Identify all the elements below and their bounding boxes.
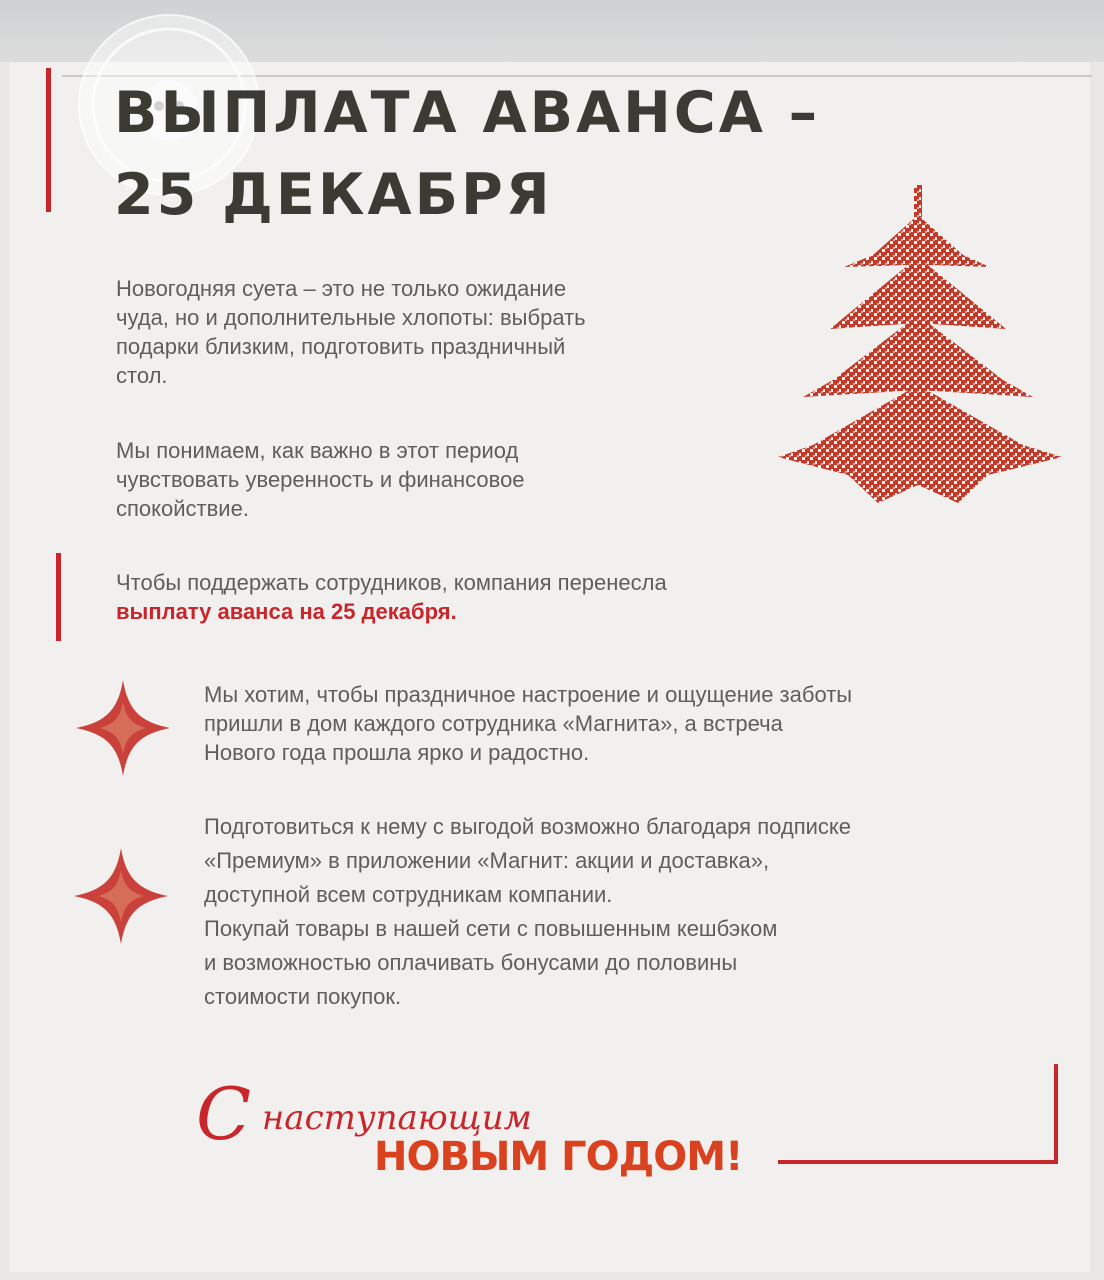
greeting-corner-bar: [1054, 1064, 1058, 1164]
intro-paragraph-1: [116, 274, 586, 390]
title-line-1: ВЫПЛАТА АВАНСА –: [114, 80, 821, 146]
announcement-text: [116, 568, 667, 626]
premium-line-6: стоимости покупок.: [204, 984, 402, 1009]
premium-line-5: и возможностью оплачивать бонусами до половины: [204, 950, 738, 975]
greeting-script-word: наступающим: [261, 1098, 532, 1138]
premium-line-1: Подготовиться к нему с выгодой возможно благодаря подписке: [204, 814, 852, 839]
greeting-script-capital: С: [196, 1072, 252, 1156]
intro-p1-line-2: чуда, но и дополнительные хлопоты: выбрать: [116, 305, 586, 330]
intro-p2-line-2: чувствовать уверенность и финансовое: [116, 467, 525, 492]
intro-p1-line-3: подарки близким, подготовить праздничный: [116, 334, 566, 359]
announcement-line-1: Чтобы поддержать сотрудников, компания перенесла: [116, 570, 667, 595]
wish-paragraph: [204, 680, 852, 767]
page-title: [114, 72, 820, 236]
wish-line-3: Нового года прошла ярко и радостно.: [204, 740, 590, 765]
intro-p1-line-1: Новогодняя суета – это не только ожидание: [116, 276, 567, 301]
intro-p2-line-3: спокойствие.: [116, 496, 249, 521]
greeting-bold: НОВЫМ ГОДОМ!: [374, 1134, 743, 1180]
christmas-tree-icon: [778, 185, 1068, 505]
intro-p2-line-1: Мы понимаем, как важно в этот период: [116, 438, 519, 463]
title-accent-bar: [46, 68, 51, 212]
four-point-star-icon: [76, 680, 170, 776]
wish-line-2: пришли в дом каждого сотрудника «Магнита», а встреча: [204, 711, 783, 736]
intro-paragraph-2: [116, 436, 525, 523]
intro-p1-line-4: стол.: [116, 363, 168, 388]
announcement-accent-bar: [56, 553, 61, 641]
announcement-highlight: выплату аванса на 25 декабря.: [116, 599, 457, 624]
wish-line-1: Мы хотим, чтобы праздничное настроение и ощущение заботы: [204, 682, 853, 707]
greeting-underline: [778, 1160, 1058, 1164]
premium-line-4: Покупай товары в нашей сети с повышенным кешбэком: [204, 916, 778, 941]
premium-line-2: «Премиум» в приложении «Магнит: акции и доставка»,: [204, 848, 770, 873]
four-point-star-icon: [74, 848, 168, 944]
premium-paragraph: [204, 810, 851, 1014]
premium-line-3: доступной всем сотрудникам компании.: [204, 882, 613, 907]
title-line-2: 25 ДЕКАБРЯ: [114, 162, 553, 228]
